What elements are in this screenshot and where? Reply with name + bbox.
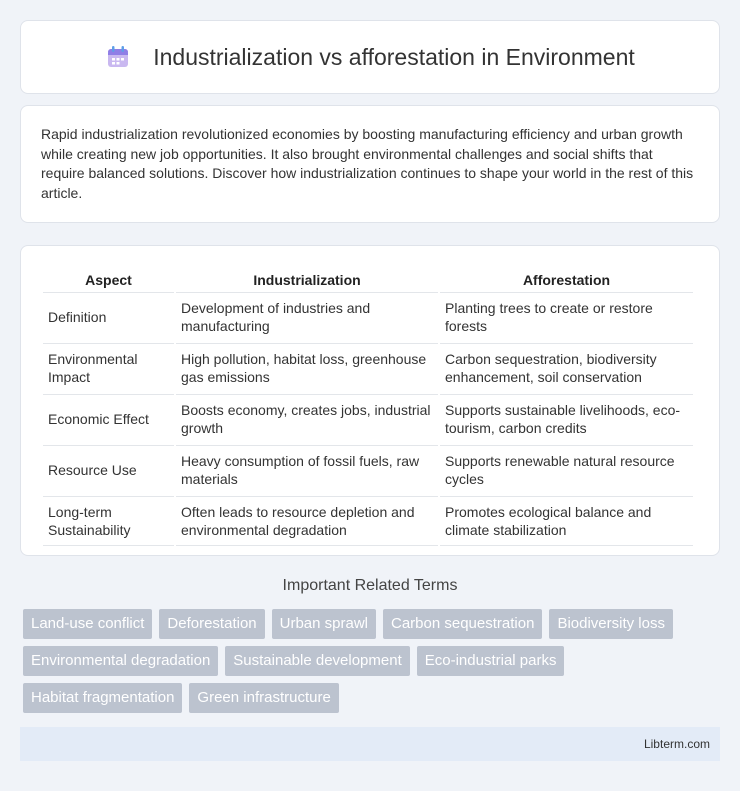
intro-card bbox=[20, 105, 720, 223]
table-header-row bbox=[43, 268, 693, 290]
table-cell-afforestation: Promotes ecological balance and climate stabilization bbox=[440, 496, 693, 546]
header-card bbox=[20, 20, 720, 94]
table-cell-afforestation: Carbon sequestration, biodiversity enhancement, soil conservation bbox=[440, 343, 693, 392]
table-cell-industrialization: Often leads to resource depletion and environmental degradation bbox=[176, 496, 438, 546]
table-cell-afforestation: Supports renewable natural resource cycles bbox=[440, 445, 693, 494]
tag-environmental-degradation[interactable]: Environmental degradation bbox=[23, 646, 218, 676]
table-header-industrialization: Industrialization bbox=[253, 272, 361, 288]
footer bbox=[20, 727, 720, 761]
related-terms-title: Important Related Terms bbox=[282, 577, 458, 594]
table-cell-aspect: Long-term Sustainability bbox=[43, 496, 174, 546]
table-row bbox=[43, 445, 693, 494]
table-cell-industrialization: Development of industries and manufacturing bbox=[176, 292, 438, 341]
footer-site-link[interactable]: Libterm.com bbox=[643, 737, 710, 751]
comparison-table bbox=[41, 266, 695, 548]
table-cell-aspect: Resource Use bbox=[43, 445, 174, 494]
related-terms-tags bbox=[23, 609, 723, 713]
table-row bbox=[43, 343, 693, 392]
tag-deforestation[interactable]: Deforestation bbox=[159, 609, 264, 639]
calendar-icon bbox=[105, 44, 131, 70]
page-title: Industrialization vs afforestation in Environment bbox=[153, 43, 635, 70]
table-cell-industrialization: High pollution, habitat loss, greenhouse gas emissions bbox=[176, 343, 438, 392]
tag-urban-sprawl[interactable]: Urban sprawl bbox=[272, 609, 376, 639]
table-cell-aspect: Environmental Impact bbox=[43, 343, 174, 392]
table-cell-industrialization: Heavy consumption of fossil fuels, raw materials bbox=[176, 445, 438, 494]
tag-biodiversity-loss[interactable]: Biodiversity loss bbox=[549, 609, 673, 639]
table-header-aspect: Aspect bbox=[85, 272, 132, 288]
table-cell-aspect: Definition bbox=[43, 292, 174, 341]
tag-habitat-fragmentation[interactable]: Habitat fragmentation bbox=[23, 683, 182, 713]
tag-carbon-sequestration[interactable]: Carbon sequestration bbox=[383, 609, 542, 639]
comparison-table-card bbox=[20, 245, 720, 556]
table-cell-industrialization: Boosts economy, creates jobs, industrial growth bbox=[176, 394, 438, 443]
tag-land-use-conflict[interactable]: Land-use conflict bbox=[23, 609, 152, 639]
table-cell-aspect: Economic Effect bbox=[43, 394, 174, 443]
tag-sustainable-development[interactable]: Sustainable development bbox=[225, 646, 409, 676]
tag-eco-industrial-parks[interactable]: Eco-industrial parks bbox=[417, 646, 565, 676]
table-row bbox=[43, 496, 693, 546]
table-cell-afforestation: Planting trees to create or restore forests bbox=[440, 292, 693, 341]
table-row bbox=[43, 292, 693, 341]
intro-paragraph: Rapid industrialization revolutionized economies by boosting manufacturing efficiency and urban growth while creating new job opportunities. It also brought environmental challenges and social shifts that require balanced solutions. Discover how industrialization continues to shape your world in the rest of this article. bbox=[41, 126, 694, 201]
table-header-afforestation: Afforestation bbox=[522, 272, 611, 288]
table-row bbox=[43, 394, 693, 443]
tag-green-infrastructure[interactable]: Green infrastructure bbox=[189, 683, 338, 713]
table-cell-afforestation: Supports sustainable livelihoods, eco-tourism, carbon credits bbox=[440, 394, 693, 443]
